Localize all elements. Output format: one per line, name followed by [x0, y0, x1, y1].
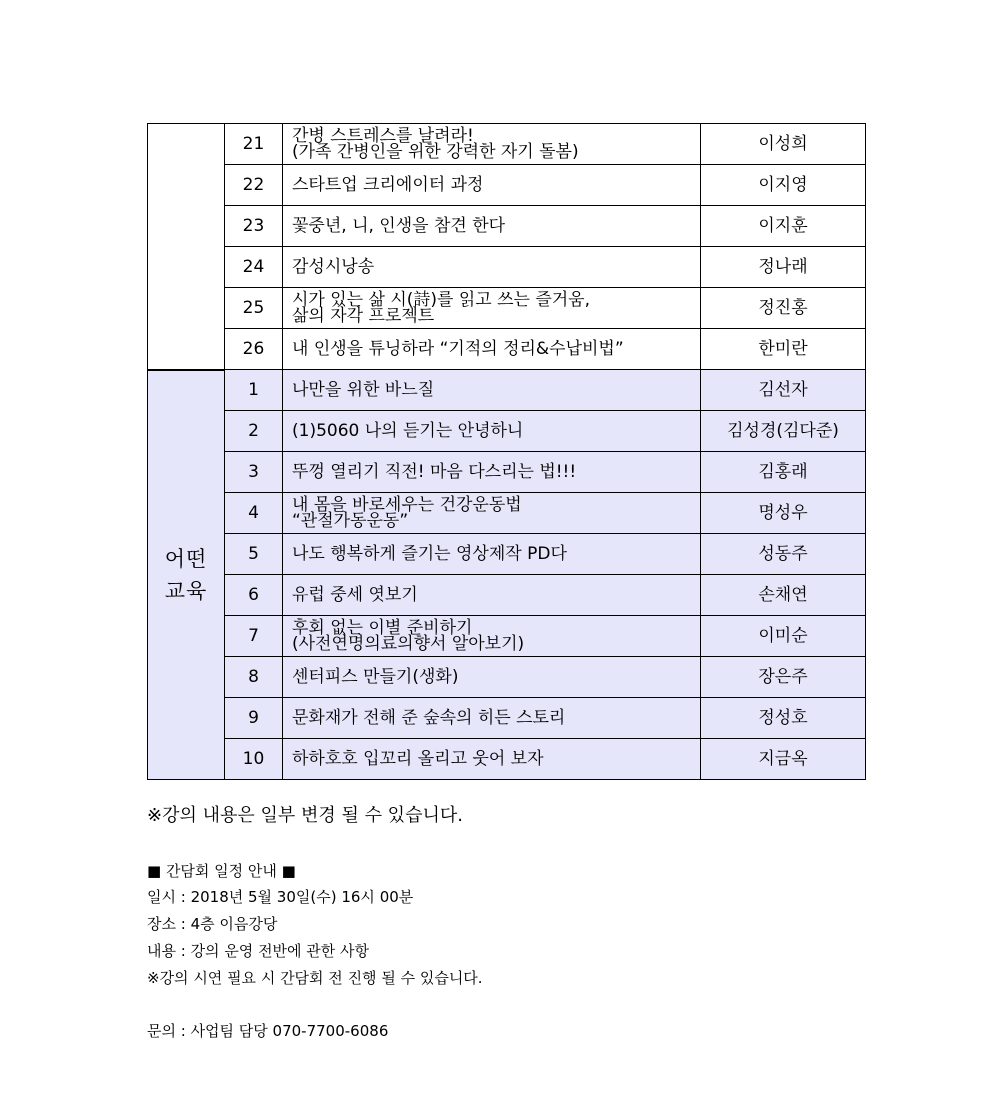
table-row [148, 534, 866, 575]
meeting-content: 내용 : 강의 운영 전반에 관한 사항 [147, 942, 370, 960]
table-row [148, 657, 866, 698]
course-title [283, 739, 701, 780]
course-teacher: 김성경(김다준) [701, 411, 866, 452]
course-title [283, 575, 701, 616]
course-teacher: 김홍래 [701, 452, 866, 493]
table-row [148, 575, 866, 616]
course-number: 6 [225, 575, 283, 616]
course-title-line: 간병 스트레스를 날려라! [292, 126, 474, 146]
course-teacher: 정나래 [701, 247, 866, 288]
course-title-line: 감성시낭송 [292, 256, 375, 277]
course-teacher: 장은주 [701, 657, 866, 698]
course-number: 10 [225, 739, 283, 780]
meeting-heading: ■ 간담회 일정 안내 ■ [147, 862, 296, 880]
course-title [283, 657, 701, 698]
course-title-line: (가족 간병인을 위한 강력한 자기 돌봄) [292, 142, 579, 162]
change-notice: ※강의 내용은 일부 변경 될 수 있습니다. [147, 805, 463, 826]
course-teacher: 이지영 [701, 165, 866, 206]
table-row [148, 698, 866, 739]
table-row [148, 616, 866, 657]
course-title [283, 616, 701, 657]
table-row [148, 165, 866, 206]
meeting-date: 일시 : 2018년 5월 30일(수) 16시 00분 [147, 888, 414, 906]
course-title-line: 유럽 중세 엿보기 [292, 584, 418, 605]
table-row [148, 288, 866, 329]
table-row [148, 329, 866, 370]
course-number: 3 [225, 452, 283, 493]
course-number: 8 [225, 657, 283, 698]
course-number: 1 [225, 370, 283, 411]
course-title [283, 124, 701, 165]
course-teacher: 김선자 [701, 370, 866, 411]
course-title-line: 문화재가 전해 준 숲속의 히든 스토리 [292, 707, 566, 728]
table-row [148, 124, 866, 165]
course-number: 9 [225, 698, 283, 739]
course-title-line: (사전연명의료의향서 알아보기) [292, 634, 525, 654]
course-teacher: 한미란 [701, 329, 866, 370]
category-label: 교육 [164, 578, 208, 603]
course-title-line: 하하호호 입꼬리 올리고 웃어 보자 [292, 748, 544, 769]
table-row [148, 452, 866, 493]
course-title [283, 493, 701, 534]
table-row [148, 411, 866, 452]
meeting-note: ※강의 시연 필요 시 간담회 전 진행 될 수 있습니다. [147, 969, 483, 987]
course-title [283, 329, 701, 370]
course-title-line: 삶의 자각 프로젝트 [292, 306, 435, 326]
course-title-line: 시가 있는 삶 시(詩)를 읽고 쓰는 즐거움, [292, 290, 590, 310]
course-number: 21 [225, 124, 283, 165]
course-teacher: 이지훈 [701, 206, 866, 247]
course-title [283, 534, 701, 575]
course-title [283, 206, 701, 247]
course-teacher: 이미순 [701, 616, 866, 657]
course-title [283, 247, 701, 288]
course-number: 7 [225, 616, 283, 657]
course-teacher: 이성희 [701, 124, 866, 165]
course-number: 24 [225, 247, 283, 288]
table-row [148, 206, 866, 247]
course-teacher: 정성호 [701, 698, 866, 739]
course-teacher: 정진홍 [701, 288, 866, 329]
course-number: 22 [225, 165, 283, 206]
course-title-line: 후회 없는 이별 준비하기 [292, 618, 473, 638]
category-label: 어떤 [164, 546, 208, 571]
course-title-line: 꽃중년, 니, 인생을 참견 한다 [292, 215, 506, 236]
course-teacher: 명성우 [701, 493, 866, 534]
course-table-body [148, 124, 866, 780]
course-number: 25 [225, 288, 283, 329]
course-title [283, 370, 701, 411]
course-teacher: 손채연 [701, 575, 866, 616]
course-number: 2 [225, 411, 283, 452]
table-row [148, 739, 866, 780]
table-row [148, 370, 866, 411]
course-title [283, 452, 701, 493]
table-row [148, 493, 866, 534]
course-title-line: 내 인생을 튜닝하라 “기적의 정리&수납비법” [292, 338, 624, 359]
category-cell [148, 370, 225, 780]
table-row [148, 247, 866, 288]
course-title-line: 스타트업 크리에이터 과정 [292, 174, 484, 195]
course-title-line: 내 몸을 바로세우는 건강운동법 [292, 495, 522, 515]
course-title [283, 288, 701, 329]
course-number: 26 [225, 329, 283, 370]
meeting-place: 장소 : 4층 이음강당 [147, 915, 278, 933]
course-title-line: 센터피스 만들기(생화) [292, 666, 459, 687]
course-title-line: “관절가동운동” [292, 511, 409, 531]
course-number: 5 [225, 534, 283, 575]
course-title [283, 698, 701, 739]
course-teacher: 지금옥 [701, 739, 866, 780]
course-title [283, 411, 701, 452]
category-cell-empty [148, 124, 225, 370]
course-title-line: (1)5060 나의 듣기는 안녕하니 [292, 420, 524, 441]
course-title-line: 나만을 위한 바느질 [292, 379, 435, 400]
course-teacher: 성동주 [701, 534, 866, 575]
course-table [147, 123, 866, 780]
course-number: 4 [225, 493, 283, 534]
course-number: 23 [225, 206, 283, 247]
course-title [283, 165, 701, 206]
meeting-contact: 문의 : 사업팀 담당 070-7700-6086 [147, 1022, 389, 1040]
course-title-line: 뚜껑 열리기 직전! 마음 다스리는 법!!! [292, 461, 577, 482]
course-title-line: 나도 행복하게 즐기는 영상제작 PD다 [292, 543, 567, 564]
